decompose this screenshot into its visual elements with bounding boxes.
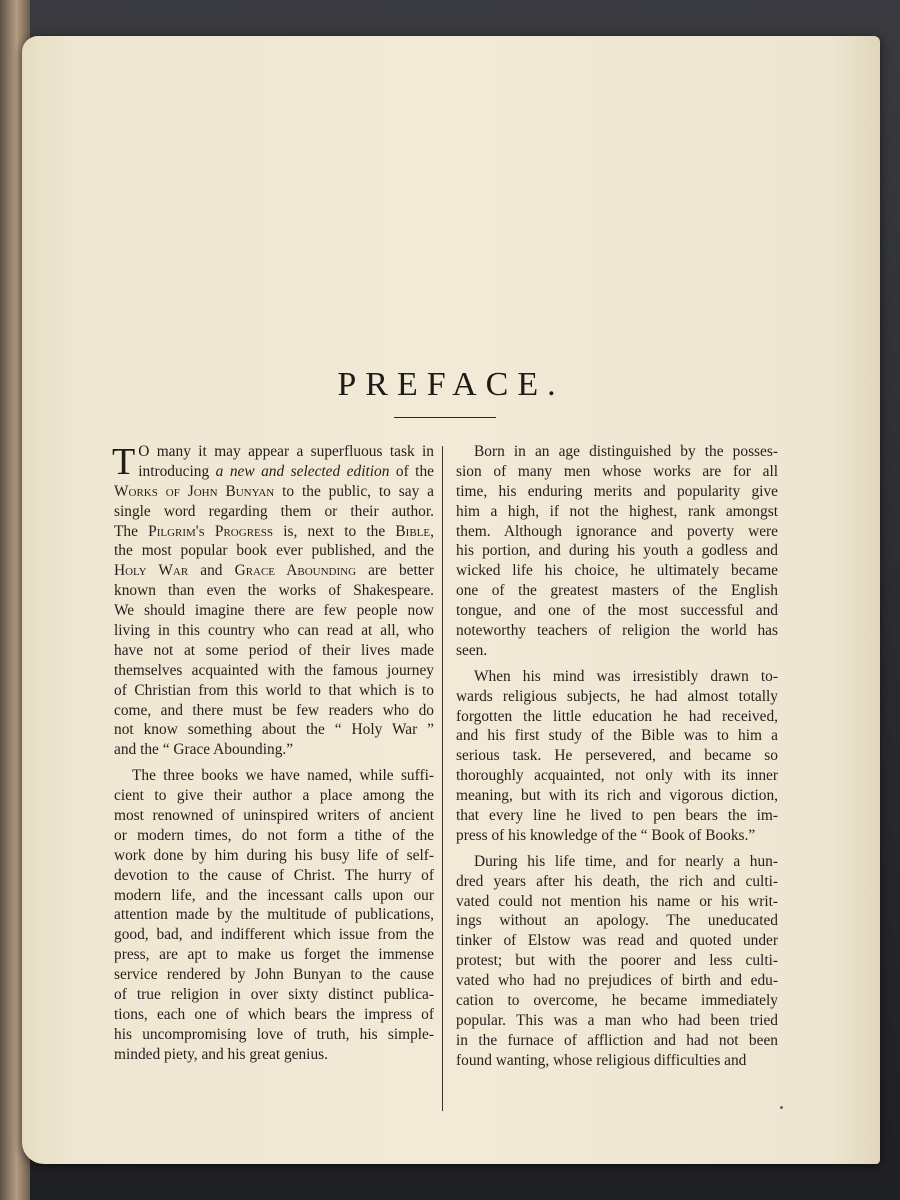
text-line xyxy=(456,766,778,786)
text-line xyxy=(456,1011,778,1031)
book-page xyxy=(22,36,880,1164)
text-line xyxy=(114,621,434,641)
text-line xyxy=(114,1005,434,1025)
text-line xyxy=(456,687,778,707)
text-line xyxy=(456,991,778,1011)
text-line xyxy=(114,806,434,826)
text-run: meaning, but with its rich and vigorous diction, xyxy=(456,787,778,805)
text-line xyxy=(456,911,778,931)
text-run: sion of many men whose works are for all xyxy=(456,462,778,480)
text-line xyxy=(114,442,434,462)
text-line xyxy=(456,462,778,482)
text-line xyxy=(114,905,434,925)
text-run: time, his enduring merits and popularity give xyxy=(456,482,778,500)
text-line xyxy=(456,621,778,641)
text-line xyxy=(114,846,434,866)
text-run: and his first study of the Bible was to him a xyxy=(456,727,778,745)
text-line xyxy=(456,971,778,991)
text-line xyxy=(456,746,778,766)
text-line xyxy=(456,806,778,826)
text-run: one of the greatest masters of the English xyxy=(456,582,778,600)
text-line xyxy=(114,1025,434,1045)
text-line xyxy=(456,667,778,687)
text-line xyxy=(114,965,434,985)
text-run: of the xyxy=(389,462,434,480)
text-run: Pilgrim's Progress xyxy=(148,522,273,540)
text-line xyxy=(114,561,434,581)
text-run: attention made by the multitude of publications, xyxy=(114,906,434,924)
text-line xyxy=(114,1045,434,1065)
text-line xyxy=(456,931,778,951)
text-line xyxy=(114,641,434,661)
text-run: minded piety, and his great genius. xyxy=(114,1045,328,1063)
text-run: The three books we have named, while suffi- xyxy=(132,767,434,785)
text-run: work done by him during his busy life of self- xyxy=(114,846,434,864)
text-run: We should imagine there are few people now xyxy=(114,602,434,620)
text-run: vated could not mention his name or his writ- xyxy=(456,892,778,910)
text-line xyxy=(114,701,434,721)
text-run: themselves acquainted with the famous journey xyxy=(114,661,434,679)
text-line xyxy=(456,561,778,581)
text-run: protest; but with the poorer and less culti- xyxy=(456,952,778,970)
text-run: good, bad, and indifferent which issue from the xyxy=(114,926,434,944)
text-line xyxy=(456,852,778,872)
text-run: found wanting, whose religious difficulties and xyxy=(456,1051,747,1069)
text-run: O many it may appear a superfluous task in xyxy=(138,443,434,460)
text-run: The xyxy=(114,522,149,540)
text-run: and xyxy=(188,562,235,580)
paper-speck xyxy=(780,1106,783,1109)
text-run: and the “ Grace Abounding.” xyxy=(114,741,294,759)
text-line xyxy=(114,482,434,502)
text-run: wards religious subjects, he had almost totally xyxy=(456,687,778,705)
text-run: his uncompromising love of truth, his simple- xyxy=(114,1025,434,1043)
text-line xyxy=(456,1051,778,1071)
text-line xyxy=(114,886,434,906)
text-run: introducing xyxy=(138,462,216,480)
text-line xyxy=(114,985,434,1005)
text-run: Holy War xyxy=(114,562,189,580)
text-line xyxy=(456,502,778,522)
text-run: have not at some period of their lives made xyxy=(114,641,434,659)
text-run: are better xyxy=(356,562,434,580)
title-rule xyxy=(394,417,496,418)
text-run: in the furnace of affliction and had not been xyxy=(456,1031,778,1049)
text-run: or modern times, do not form a tithe of the xyxy=(114,826,434,844)
column-divider xyxy=(442,446,443,1111)
text-run: of Christian from this world to that which is to xyxy=(114,681,434,699)
text-run: ings without an apology. The uneducated xyxy=(456,912,778,930)
text-run: of true religion in over sixty distinct publica- xyxy=(114,986,434,1004)
text-line xyxy=(456,872,778,892)
text-run: them. Although ignorance and poverty were xyxy=(456,522,778,540)
text-line xyxy=(456,581,778,601)
text-line xyxy=(456,826,778,846)
right-text-column xyxy=(456,442,778,1071)
text-run: known than even the works of Shakespeare. xyxy=(114,582,434,600)
text-run: press of his knowledge of the “ Book of Books.” xyxy=(456,826,756,844)
text-run: vated who had no prejudices of birth and edu- xyxy=(456,972,778,990)
text-run: modern life, and the incessant calls upon our xyxy=(114,886,434,904)
text-line xyxy=(114,462,434,482)
text-line xyxy=(456,541,778,561)
text-line xyxy=(114,826,434,846)
drop-cap: T xyxy=(112,441,136,483)
text-run: is, next to the xyxy=(272,522,396,540)
text-run: living in this country who can read at all, who xyxy=(114,622,434,640)
text-run: single word regarding them or their author. xyxy=(114,502,434,520)
text-run: service rendered by John Bunyan to the cause xyxy=(114,966,434,984)
text-line xyxy=(114,720,434,740)
text-run: him a high, if not the highest, rank amongst xyxy=(456,502,778,520)
text-line xyxy=(456,707,778,727)
left-text-column xyxy=(114,442,434,1065)
text-run: cation to overcome, he became immediately xyxy=(456,992,778,1010)
text-run: Grace Abounding xyxy=(234,562,357,580)
text-run: Born in an age distinguished by the posses- xyxy=(474,443,778,460)
text-run: press, are apt to make us forget the immense xyxy=(114,946,434,964)
text-line xyxy=(114,945,434,965)
text-run: When his mind was irresistibly drawn to- xyxy=(474,667,778,685)
text-line xyxy=(114,786,434,806)
text-line xyxy=(114,581,434,601)
text-run: serious task. He persevered, and became so xyxy=(456,747,778,765)
text-line xyxy=(456,786,778,806)
text-run: the most popular book ever published, and the xyxy=(114,542,434,560)
text-run: forgotten the little education he had received, xyxy=(456,707,778,725)
text-line xyxy=(114,601,434,621)
text-run: dred years after his death, the rich and culti- xyxy=(456,872,778,890)
text-line xyxy=(114,541,434,561)
text-line xyxy=(114,740,434,760)
text-run: thoroughly acquainted, not only with its inner xyxy=(456,767,778,785)
text-line xyxy=(456,892,778,912)
text-run: Works of John Bunyan xyxy=(114,482,275,500)
page-title: PREFACE. xyxy=(337,366,565,403)
text-run: wicked life his choice, he ultimately became xyxy=(456,562,778,580)
text-line xyxy=(456,522,778,542)
text-run: come, and there must be few readers who do xyxy=(114,701,434,719)
text-run: devotion to the cause of Christ. The hurry of xyxy=(114,866,434,884)
text-line xyxy=(456,601,778,621)
text-run: his portion, and during his youth a godless and xyxy=(456,542,778,560)
text-run: tongue, and one of the most successful and xyxy=(456,602,778,620)
text-run: tinker of Elstow was read and quoted under xyxy=(456,932,778,950)
text-run: popular. This was a man who had been tried xyxy=(456,1011,778,1029)
text-run: During his life time, and for nearly a hun- xyxy=(474,852,778,870)
text-run: not know something about the “ Holy War ” xyxy=(114,721,434,739)
text-line xyxy=(114,522,434,542)
text-line xyxy=(456,442,778,462)
text-line xyxy=(114,766,434,786)
text-line xyxy=(114,925,434,945)
text-run: a new and selected edition xyxy=(215,462,390,480)
text-run: , xyxy=(430,522,434,540)
text-run: noteworthy teachers of religion the world has xyxy=(456,622,778,640)
text-run: seen. xyxy=(456,641,488,659)
text-line xyxy=(114,502,434,522)
text-run: cient to give their author a place among the xyxy=(114,787,434,805)
text-run: most renowned of uninspired writers of ancient xyxy=(114,807,434,825)
text-line xyxy=(114,866,434,886)
text-line xyxy=(456,951,778,971)
text-line xyxy=(456,482,778,502)
text-run: to the public, to say a xyxy=(274,482,435,500)
text-line xyxy=(456,1031,778,1051)
text-line xyxy=(456,641,778,661)
text-run: Bible xyxy=(395,522,431,540)
text-line xyxy=(456,726,778,746)
text-line xyxy=(114,681,434,701)
text-run: that every line he lived to pen bears the im- xyxy=(456,807,778,825)
text-line xyxy=(114,661,434,681)
text-run: tions, each one of which bears the impress of xyxy=(114,1005,434,1023)
